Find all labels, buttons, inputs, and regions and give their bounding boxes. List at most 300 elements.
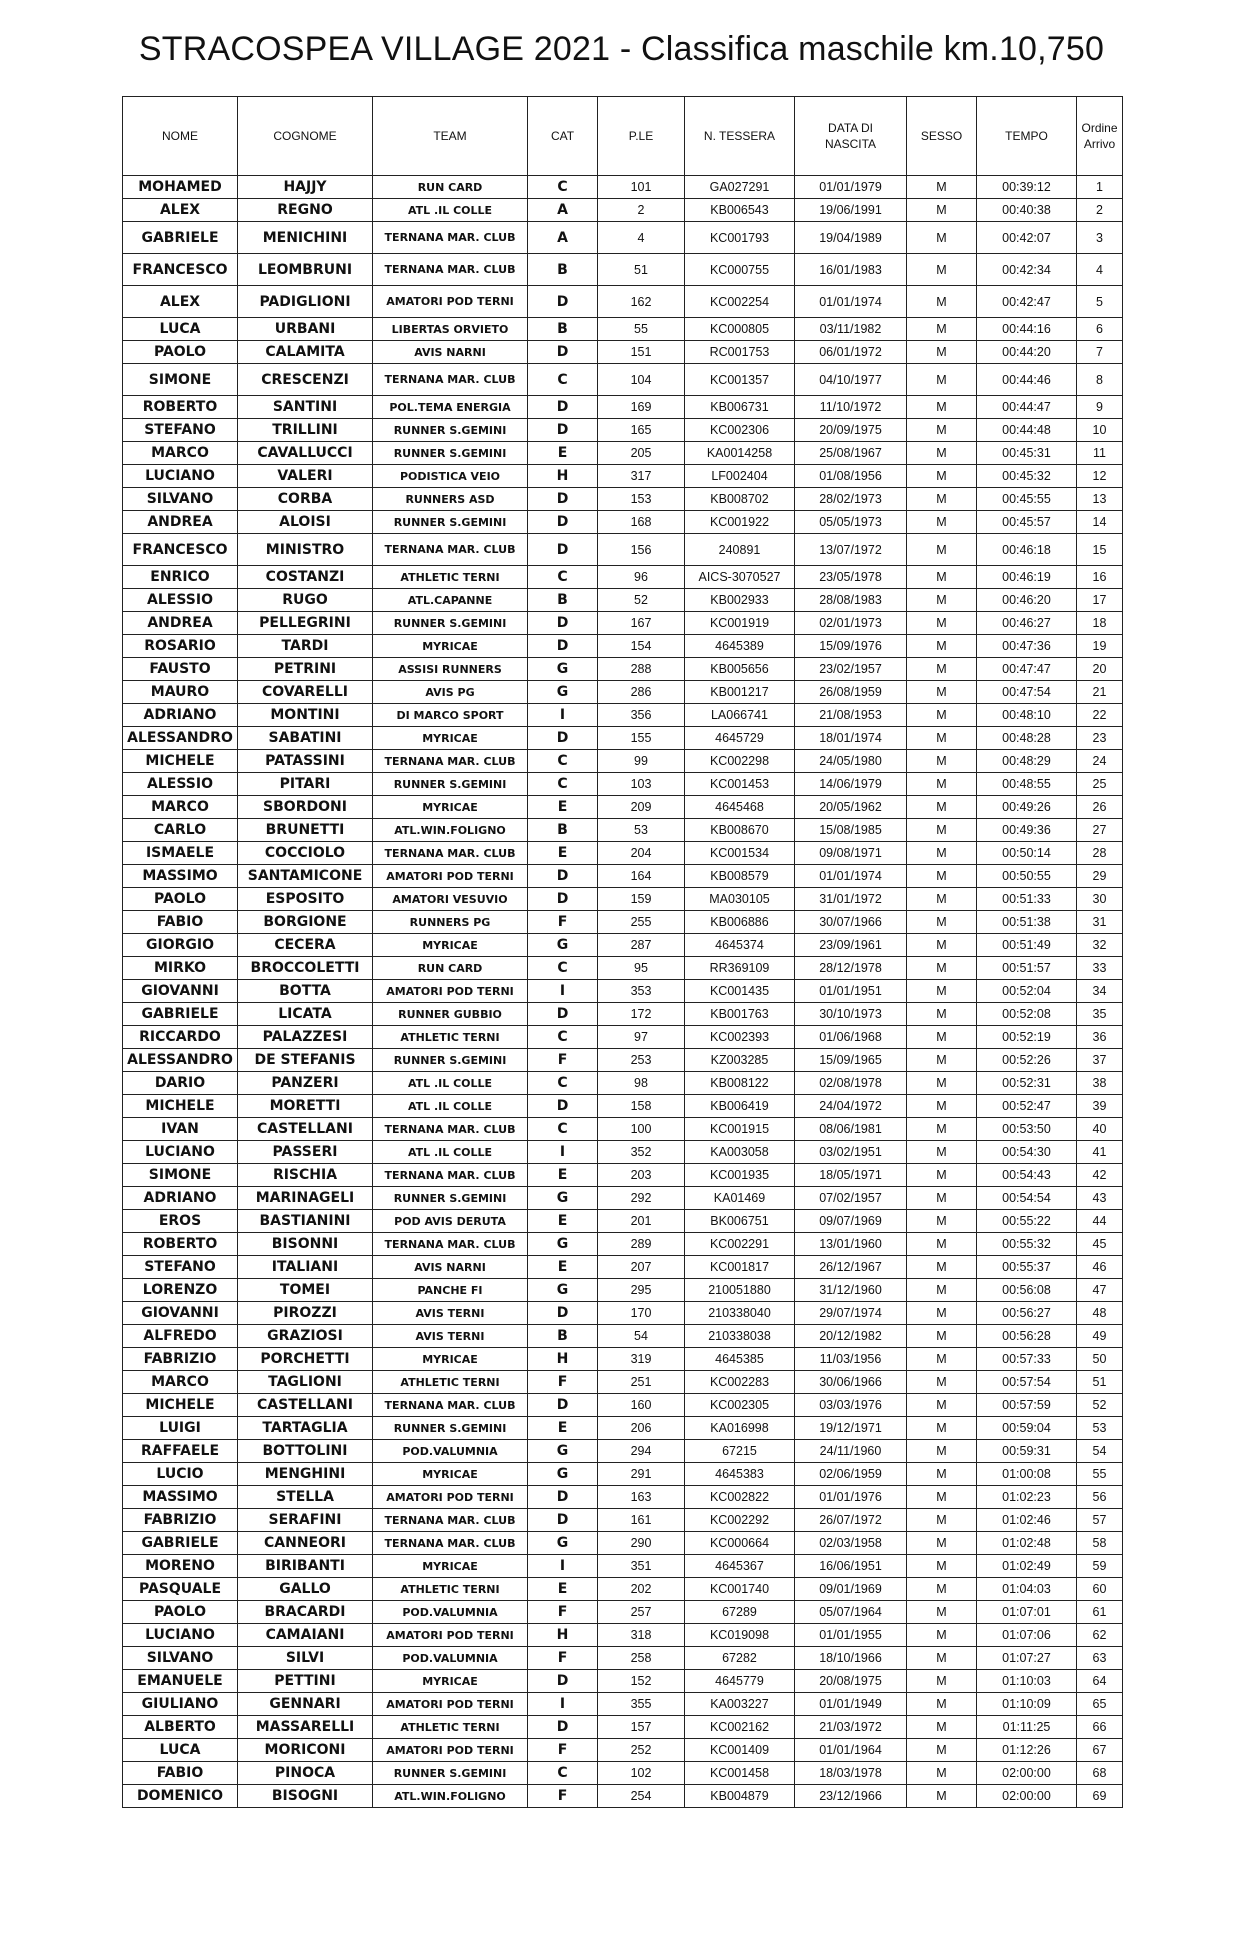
cell-sesso: M [907, 534, 977, 566]
table-row [123, 176, 1123, 199]
cell-ple: 158 [598, 1095, 685, 1118]
cell-ordine: 31 [1077, 911, 1123, 934]
cell-nome: LUCIANO [123, 1141, 238, 1164]
cell-data-nascita: 19/04/1989 [795, 222, 907, 254]
cell-data-nascita: 26/07/1972 [795, 1509, 907, 1532]
cell-cat: D [528, 635, 598, 658]
cell-team: DI MARCO SPORT [373, 704, 528, 727]
cell-team: AMATORI POD TERNI [373, 1486, 528, 1509]
cell-tempo: 00:51:49 [977, 934, 1077, 957]
cell-cat: D [528, 419, 598, 442]
table-row [123, 635, 1123, 658]
cell-cognome: PELLEGRINI [238, 612, 373, 635]
cell-tempo: 01:07:06 [977, 1624, 1077, 1647]
cell-team: TERNANA MAR. CLUB [373, 1394, 528, 1417]
cell-team: ATL.WIN.FOLIGNO [373, 1785, 528, 1808]
cell-sesso: M [907, 1716, 977, 1739]
cell-sesso: M [907, 1164, 977, 1187]
table-row [123, 1486, 1123, 1509]
cell-sesso: M [907, 318, 977, 341]
cell-sesso: M [907, 1279, 977, 1302]
cell-sesso: M [907, 773, 977, 796]
cell-ordine: 52 [1077, 1394, 1123, 1417]
cell-tessera: KB004879 [685, 1785, 795, 1808]
cell-tessera: KC002822 [685, 1486, 795, 1509]
cell-tessera: RC001753 [685, 341, 795, 364]
cell-cat: C [528, 1072, 598, 1095]
cell-tempo: 00:42:34 [977, 254, 1077, 286]
cell-ple: 319 [598, 1348, 685, 1371]
cell-ple: 101 [598, 176, 685, 199]
cell-data-nascita: 01/01/1976 [795, 1486, 907, 1509]
cell-tempo: 00:52:47 [977, 1095, 1077, 1118]
cell-cognome: MORETTI [238, 1095, 373, 1118]
cell-tessera: KC001453 [685, 773, 795, 796]
column-header-sesso: SESSO [907, 97, 977, 176]
cell-tessera: KC001740 [685, 1578, 795, 1601]
table-row [123, 419, 1123, 442]
cell-ordine: 15 [1077, 534, 1123, 566]
cell-cognome: MARINAGELI [238, 1187, 373, 1210]
table-row [123, 254, 1123, 286]
cell-ordine: 67 [1077, 1739, 1123, 1762]
cell-nome: GIORGIO [123, 934, 238, 957]
cell-nome: MIRKO [123, 957, 238, 980]
table-row [123, 1348, 1123, 1371]
table-row [123, 465, 1123, 488]
cell-team: TERNANA MAR. CLUB [373, 1532, 528, 1555]
cell-team: RUNNER S.GEMINI [373, 511, 528, 534]
cell-ordine: 58 [1077, 1532, 1123, 1555]
cell-ple: 286 [598, 681, 685, 704]
cell-cognome: PALAZZESI [238, 1026, 373, 1049]
cell-cognome: BRUNETTI [238, 819, 373, 842]
cell-cat: E [528, 1164, 598, 1187]
cell-nome: GIOVANNI [123, 1302, 238, 1325]
cell-cognome: PETTINI [238, 1670, 373, 1693]
cell-cat: E [528, 442, 598, 465]
cell-team: PANCHE FI [373, 1279, 528, 1302]
table-row [123, 1440, 1123, 1463]
cell-sesso: M [907, 1647, 977, 1670]
cell-ple: 152 [598, 1670, 685, 1693]
cell-nome: LUCIANO [123, 1624, 238, 1647]
cell-ple: 290 [598, 1532, 685, 1555]
cell-ple: 161 [598, 1509, 685, 1532]
cell-sesso: M [907, 341, 977, 364]
cell-cognome: LEOMBRUNI [238, 254, 373, 286]
cell-data-nascita: 03/02/1951 [795, 1141, 907, 1164]
cell-cognome: CASTELLANI [238, 1118, 373, 1141]
table-row [123, 1463, 1123, 1486]
cell-data-nascita: 26/08/1959 [795, 681, 907, 704]
cell-cat: F [528, 1371, 598, 1394]
cell-ordine: 32 [1077, 934, 1123, 957]
cell-ple: 255 [598, 911, 685, 934]
cell-tessera: AICS-3070527 [685, 566, 795, 589]
cell-sesso: M [907, 286, 977, 318]
cell-tempo: 01:10:03 [977, 1670, 1077, 1693]
cell-cat: C [528, 773, 598, 796]
cell-tessera: 4645383 [685, 1463, 795, 1486]
cell-ple: 162 [598, 286, 685, 318]
cell-cat: B [528, 589, 598, 612]
cell-team: ATHLETIC TERNI [373, 1578, 528, 1601]
cell-nome: LUCIANO [123, 465, 238, 488]
cell-tessera: 4645779 [685, 1670, 795, 1693]
cell-tessera: KC001534 [685, 842, 795, 865]
cell-team: AMATORI POD TERNI [373, 1693, 528, 1716]
cell-cognome: COSTANZI [238, 566, 373, 589]
cell-team: RUNNER S.GEMINI [373, 1187, 528, 1210]
table-row [123, 511, 1123, 534]
cell-ple: 251 [598, 1371, 685, 1394]
table-row [123, 1164, 1123, 1187]
cell-team: ATHLETIC TERNI [373, 1026, 528, 1049]
cell-data-nascita: 16/06/1951 [795, 1555, 907, 1578]
table-row [123, 1210, 1123, 1233]
cell-cat: D [528, 396, 598, 419]
cell-ordine: 49 [1077, 1325, 1123, 1348]
cell-tessera: LA066741 [685, 704, 795, 727]
cell-ple: 167 [598, 612, 685, 635]
cell-ple: 291 [598, 1463, 685, 1486]
cell-team: POD.VALUMNIA [373, 1601, 528, 1624]
cell-nome: RAFFAELE [123, 1440, 238, 1463]
cell-cognome: TARDI [238, 635, 373, 658]
column-header-data-line2: NASCITA [824, 137, 877, 151]
cell-data-nascita: 14/06/1979 [795, 773, 907, 796]
cell-sesso: M [907, 176, 977, 199]
cell-tempo: 00:40:38 [977, 199, 1077, 222]
cell-tempo: 01:02:49 [977, 1555, 1077, 1578]
cell-cognome: CAVALLUCCI [238, 442, 373, 465]
cell-nome: MICHELE [123, 1394, 238, 1417]
cell-tessera: 4645389 [685, 635, 795, 658]
cell-sesso: M [907, 980, 977, 1003]
cell-sesso: M [907, 911, 977, 934]
cell-nome: FABRIZIO [123, 1509, 238, 1532]
cell-cognome: COCCIOLO [238, 842, 373, 865]
table-row [123, 488, 1123, 511]
cell-sesso: M [907, 1509, 977, 1532]
cell-data-nascita: 18/03/1978 [795, 1762, 907, 1785]
cell-sesso: M [907, 465, 977, 488]
cell-ordine: 54 [1077, 1440, 1123, 1463]
cell-team: AVIS PG [373, 681, 528, 704]
cell-ordine: 36 [1077, 1026, 1123, 1049]
column-header-nome: NOME [123, 97, 238, 176]
cell-ordine: 44 [1077, 1210, 1123, 1233]
cell-sesso: M [907, 1463, 977, 1486]
cell-ordine: 50 [1077, 1348, 1123, 1371]
cell-tempo: 00:57:59 [977, 1394, 1077, 1417]
cell-ple: 317 [598, 465, 685, 488]
cell-data-nascita: 31/12/1960 [795, 1279, 907, 1302]
cell-cat: C [528, 957, 598, 980]
cell-tessera: 210338038 [685, 1325, 795, 1348]
cell-tempo: 02:00:00 [977, 1762, 1077, 1785]
cell-tempo: 00:47:47 [977, 658, 1077, 681]
cell-sesso: M [907, 1233, 977, 1256]
cell-cognome: PIROZZI [238, 1302, 373, 1325]
cell-team: AVIS NARNI [373, 341, 528, 364]
cell-team: AMATORI POD TERNI [373, 1739, 528, 1762]
cell-cognome: SANTINI [238, 396, 373, 419]
cell-ple: 2 [598, 199, 685, 222]
cell-ordine: 53 [1077, 1417, 1123, 1440]
cell-sesso: M [907, 364, 977, 396]
cell-nome: FRANCESCO [123, 254, 238, 286]
cell-sesso: M [907, 1440, 977, 1463]
cell-data-nascita: 01/01/1964 [795, 1739, 907, 1762]
cell-data-nascita: 02/03/1958 [795, 1532, 907, 1555]
cell-tessera: 4645729 [685, 727, 795, 750]
cell-ple: 96 [598, 566, 685, 589]
cell-nome: ALESSIO [123, 589, 238, 612]
cell-ordine: 66 [1077, 1716, 1123, 1739]
cell-ple: 287 [598, 934, 685, 957]
cell-cat: G [528, 1463, 598, 1486]
results-body [123, 176, 1123, 1808]
table-row [123, 1394, 1123, 1417]
cell-data-nascita: 02/08/1978 [795, 1072, 907, 1095]
cell-sesso: M [907, 199, 977, 222]
cell-team: TERNANA MAR. CLUB [373, 222, 528, 254]
cell-team: AMATORI POD TERNI [373, 865, 528, 888]
cell-tempo: 01:07:01 [977, 1601, 1077, 1624]
cell-nome: SIMONE [123, 364, 238, 396]
cell-sesso: M [907, 1555, 977, 1578]
cell-nome: ROBERTO [123, 396, 238, 419]
cell-cognome: MENICHINI [238, 222, 373, 254]
cell-sesso: M [907, 1302, 977, 1325]
cell-cognome: CALAMITA [238, 341, 373, 364]
table-row [123, 681, 1123, 704]
cell-tessera: KC001435 [685, 980, 795, 1003]
cell-nome: GIOVANNI [123, 980, 238, 1003]
cell-ple: 51 [598, 254, 685, 286]
cell-nome: MAURO [123, 681, 238, 704]
cell-ordine: 23 [1077, 727, 1123, 750]
cell-cognome: BORGIONE [238, 911, 373, 934]
cell-tessera: KB006419 [685, 1095, 795, 1118]
cell-cognome: PORCHETTI [238, 1348, 373, 1371]
cell-ple: 288 [598, 658, 685, 681]
cell-tempo: 00:57:54 [977, 1371, 1077, 1394]
cell-sesso: M [907, 1256, 977, 1279]
table-row [123, 980, 1123, 1003]
cell-tessera: KB008670 [685, 819, 795, 842]
cell-tempo: 00:52:26 [977, 1049, 1077, 1072]
cell-ple: 4 [598, 222, 685, 254]
cell-cat: E [528, 1578, 598, 1601]
cell-team: RUNNERS ASD [373, 488, 528, 511]
cell-cognome: SABATINI [238, 727, 373, 750]
cell-ple: 55 [598, 318, 685, 341]
cell-tessera: KC002283 [685, 1371, 795, 1394]
cell-sesso: M [907, 1049, 977, 1072]
cell-nome: ENRICO [123, 566, 238, 589]
cell-ordine: 37 [1077, 1049, 1123, 1072]
cell-cat: C [528, 176, 598, 199]
cell-tessera: KC000664 [685, 1532, 795, 1555]
cell-team: ASSISI RUNNERS [373, 658, 528, 681]
cell-data-nascita: 13/07/1972 [795, 534, 907, 566]
cell-cat: C [528, 750, 598, 773]
cell-data-nascita: 20/08/1975 [795, 1670, 907, 1693]
cell-tempo: 01:07:27 [977, 1647, 1077, 1670]
cell-tessera: KB002933 [685, 589, 795, 612]
cell-tessera: 210051880 [685, 1279, 795, 1302]
cell-data-nascita: 01/01/1974 [795, 865, 907, 888]
cell-cat: B [528, 254, 598, 286]
cell-cat: B [528, 318, 598, 341]
cell-tessera: KB006543 [685, 199, 795, 222]
cell-cognome: VALERI [238, 465, 373, 488]
cell-tessera: KC001915 [685, 1118, 795, 1141]
cell-tempo: 00:44:16 [977, 318, 1077, 341]
table-row [123, 286, 1123, 318]
cell-sesso: M [907, 1003, 977, 1026]
cell-cognome: CORBA [238, 488, 373, 511]
cell-cognome: BRACARDI [238, 1601, 373, 1624]
table-row [123, 1049, 1123, 1072]
cell-data-nascita: 06/01/1972 [795, 341, 907, 364]
table-row [123, 1371, 1123, 1394]
cell-sesso: M [907, 1785, 977, 1808]
cell-tempo: 00:53:50 [977, 1118, 1077, 1141]
cell-tempo: 02:00:00 [977, 1785, 1077, 1808]
cell-data-nascita: 03/11/1982 [795, 318, 907, 341]
cell-cognome: REGNO [238, 199, 373, 222]
table-row [123, 566, 1123, 589]
cell-tempo: 00:57:33 [977, 1348, 1077, 1371]
cell-tempo: 00:51:38 [977, 911, 1077, 934]
cell-ple: 156 [598, 534, 685, 566]
table-row [123, 1670, 1123, 1693]
cell-nome: PASQUALE [123, 1578, 238, 1601]
cell-data-nascita: 16/01/1983 [795, 254, 907, 286]
table-row [123, 222, 1123, 254]
cell-ordine: 38 [1077, 1072, 1123, 1095]
table-row [123, 1509, 1123, 1532]
cell-ple: 104 [598, 364, 685, 396]
cell-team: ATHLETIC TERNI [373, 566, 528, 589]
table-row [123, 1279, 1123, 1302]
cell-tempo: 00:54:30 [977, 1141, 1077, 1164]
cell-ple: 356 [598, 704, 685, 727]
cell-nome: MARCO [123, 1371, 238, 1394]
cell-sesso: M [907, 1394, 977, 1417]
cell-tessera: KB001217 [685, 681, 795, 704]
cell-tempo: 00:56:27 [977, 1302, 1077, 1325]
cell-ordine: 4 [1077, 254, 1123, 286]
table-row [123, 534, 1123, 566]
cell-cat: I [528, 704, 598, 727]
cell-ordine: 62 [1077, 1624, 1123, 1647]
cell-tempo: 00:45:57 [977, 511, 1077, 534]
cell-cognome: CRESCENZI [238, 364, 373, 396]
cell-cat: D [528, 727, 598, 750]
cell-ordine: 22 [1077, 704, 1123, 727]
cell-sesso: M [907, 1348, 977, 1371]
cell-tessera: KB005656 [685, 658, 795, 681]
cell-tessera: KC000805 [685, 318, 795, 341]
table-row [123, 658, 1123, 681]
cell-nome: MASSIMO [123, 865, 238, 888]
cell-tempo: 01:02:46 [977, 1509, 1077, 1532]
cell-cat: D [528, 341, 598, 364]
cell-nome: GIULIANO [123, 1693, 238, 1716]
cell-nome: GABRIELE [123, 1532, 238, 1555]
cell-team: TERNANA MAR. CLUB [373, 1233, 528, 1256]
cell-nome: IVAN [123, 1118, 238, 1141]
cell-data-nascita: 29/07/1974 [795, 1302, 907, 1325]
cell-ordine: 47 [1077, 1279, 1123, 1302]
cell-ordine: 2 [1077, 199, 1123, 222]
cell-sesso: M [907, 957, 977, 980]
cell-cognome: GRAZIOSI [238, 1325, 373, 1348]
cell-sesso: M [907, 1210, 977, 1233]
cell-data-nascita: 05/07/1964 [795, 1601, 907, 1624]
cell-tempo: 00:47:36 [977, 635, 1077, 658]
table-row [123, 1026, 1123, 1049]
cell-sesso: M [907, 865, 977, 888]
cell-cognome: BISOGNI [238, 1785, 373, 1808]
cell-cognome: MORICONI [238, 1739, 373, 1762]
cell-tempo: 00:54:54 [977, 1187, 1077, 1210]
results-table [122, 96, 1123, 1808]
cell-ple: 206 [598, 1417, 685, 1440]
cell-cat: B [528, 819, 598, 842]
cell-tessera: 4645367 [685, 1555, 795, 1578]
cell-team: RUNNERS PG [373, 911, 528, 934]
cell-tempo: 00:48:10 [977, 704, 1077, 727]
cell-tessera: KC001817 [685, 1256, 795, 1279]
cell-ordine: 26 [1077, 796, 1123, 819]
cell-nome: LUCA [123, 318, 238, 341]
cell-nome: ALBERTO [123, 1716, 238, 1739]
cell-data-nascita: 01/01/1974 [795, 286, 907, 318]
cell-ordine: 18 [1077, 612, 1123, 635]
cell-tempo: 00:46:18 [977, 534, 1077, 566]
cell-tessera: MA030105 [685, 888, 795, 911]
cell-ordine: 60 [1077, 1578, 1123, 1601]
cell-tempo: 00:44:46 [977, 364, 1077, 396]
cell-data-nascita: 01/01/1949 [795, 1693, 907, 1716]
cell-cognome: GALLO [238, 1578, 373, 1601]
cell-cat: G [528, 1233, 598, 1256]
cell-sesso: M [907, 612, 977, 635]
cell-nome: CARLO [123, 819, 238, 842]
cell-team: TERNANA MAR. CLUB [373, 534, 528, 566]
cell-data-nascita: 24/04/1972 [795, 1095, 907, 1118]
cell-cognome: GENNARI [238, 1693, 373, 1716]
cell-tempo: 01:04:03 [977, 1578, 1077, 1601]
cell-sesso: M [907, 1187, 977, 1210]
cell-team: TERNANA MAR. CLUB [373, 1509, 528, 1532]
cell-ple: 163 [598, 1486, 685, 1509]
cell-ple: 204 [598, 842, 685, 865]
table-row [123, 1233, 1123, 1256]
cell-team: POD.VALUMNIA [373, 1647, 528, 1670]
cell-cat: H [528, 465, 598, 488]
cell-cognome: BISONNI [238, 1233, 373, 1256]
table-row [123, 1647, 1123, 1670]
cell-data-nascita: 31/01/1972 [795, 888, 907, 911]
cell-data-nascita: 01/01/1951 [795, 980, 907, 1003]
